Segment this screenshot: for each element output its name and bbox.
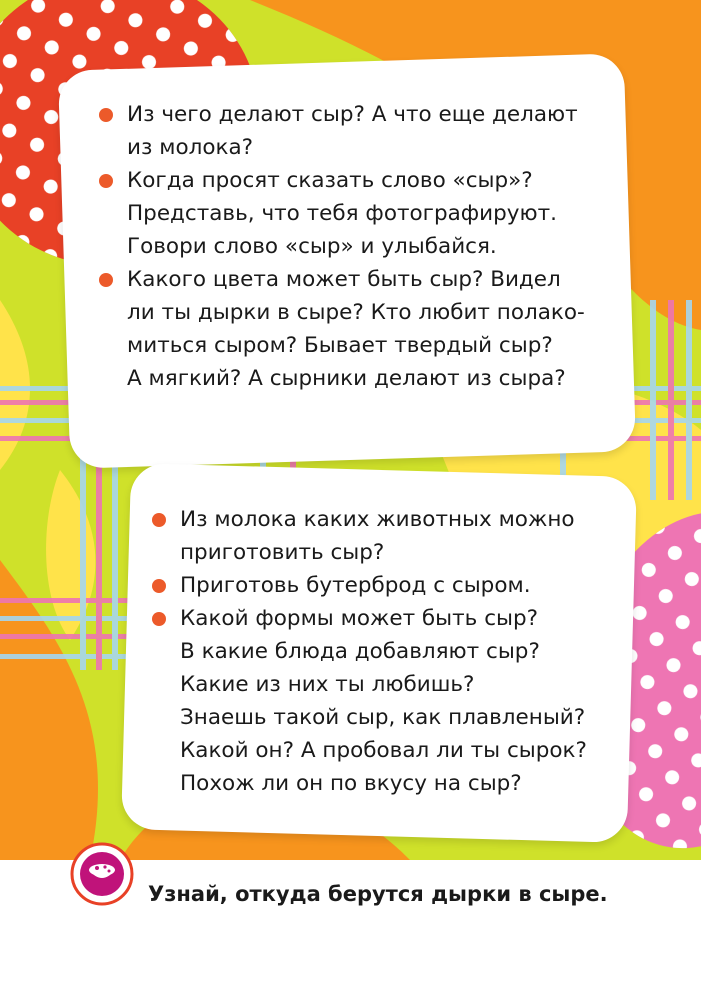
question-list-1: [127, 98, 627, 395]
list-item-line: Из чего делают сыр? А что еще делают: [127, 102, 578, 127]
list-item-line: Говори слово «сыр» и улыбайся.: [127, 234, 497, 259]
question-list-2: [180, 503, 630, 800]
footer-hint-text: Узнай, откуда берутся дырки в сыре.: [148, 882, 608, 906]
list-item-line: В какие блюда добавляют сыр?: [180, 639, 540, 664]
bullet-dot-icon: [152, 612, 166, 626]
list-item-line: Какой формы может быть сыр?: [180, 606, 539, 631]
list-item: [127, 263, 627, 395]
list-item-line: Какой он? А пробовал ли ты сырок?: [180, 738, 587, 763]
list-item-line: ли ты дырки в сыре? Кто любит полако-: [127, 300, 585, 325]
list-item-line: приготовить сыр?: [180, 540, 385, 565]
bullet-dot-icon: [99, 108, 113, 122]
list-item-line: Приготовь бутерброд с сыром.: [180, 573, 531, 598]
list-item: [127, 164, 627, 263]
list-item-line: Знаешь такой сыр, как плавленый?: [180, 705, 586, 730]
list-item: [127, 98, 627, 164]
list-item-line: Из молока каких животных можно: [180, 507, 575, 532]
list-item-line: Какого цвета может быть сыр? Видел: [127, 267, 561, 292]
list-item-line: Когда просят сказать слово «сыр»?: [127, 168, 533, 193]
bullet-dot-icon: [152, 579, 166, 593]
list-item-line: А мягкий? А сырники делают из сыра?: [127, 366, 566, 391]
list-item: [180, 569, 630, 602]
bullet-dot-icon: [99, 174, 113, 188]
cheese-plate-icon: [70, 842, 134, 906]
bullet-dot-icon: [152, 513, 166, 527]
list-item: [180, 602, 630, 800]
list-item-line: Представь, что тебя фотографируют.: [127, 201, 557, 226]
list-item-line: миться сыром? Бывает твердый сыр?: [127, 333, 553, 358]
bullet-dot-icon: [99, 273, 113, 287]
list-item: [180, 503, 630, 569]
list-item-line: из молока?: [127, 135, 254, 160]
list-item-line: Похож ли он по вкусу на сыр?: [180, 771, 522, 796]
list-item-line: Какие из них ты любишь?: [180, 672, 475, 697]
